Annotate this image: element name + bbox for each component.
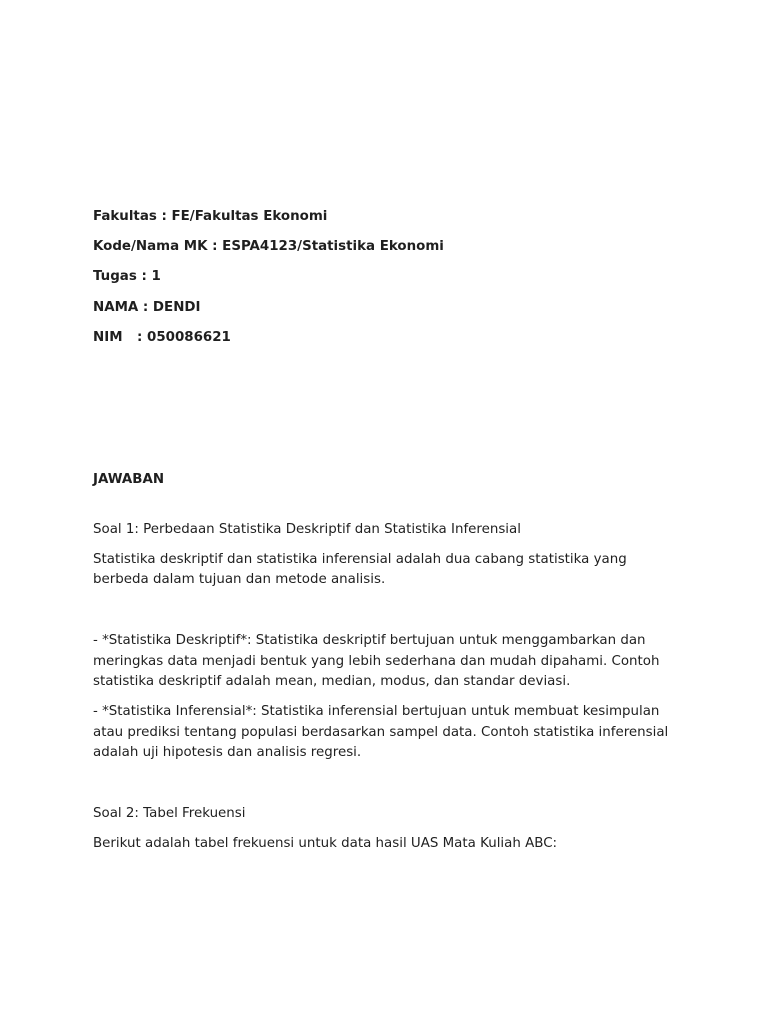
fakultas-line: Fakultas : FE/Fakultas Ekonomi (93, 209, 328, 224)
soal1-intro: Statistika deskriptif dan statistika inferensial adalah dua cabang statistika yang berbeda dalam tujuan dan metode analisis. (93, 551, 627, 588)
nama-line: NAMA : DENDI (93, 299, 201, 315)
tugas-line: Tugas : 1 (93, 269, 161, 285)
soal2-title: Soal 2: Tabel Frekuensi (93, 806, 246, 822)
spacer (93, 773, 683, 804)
document-content (93, 207, 683, 864)
soal1-bullet-deskriptif: - *Statistika Deskriptif*: Statistika deskriptif bertujuan untuk menggambarkan dan meringkas data menjadi bentuk yang lebih sederhana dan mudah dipahami. Contoh statistika deskriptif adalah mean, median, modus, dan standar deviasi. (93, 633, 660, 690)
soal1-title: Soal 1: Perbedaan Statistika Deskriptif dan Statistika Inferensial (93, 521, 521, 537)
spacer (93, 600, 683, 631)
nim-label: NIM (93, 329, 123, 345)
soal2-intro: Berikut adalah tabel frekuensi untuk data hasil UAS Mata Kuliah ABC: (93, 836, 558, 852)
jawaban-heading: JAWABAN (93, 472, 165, 488)
soal1-bullet-inferensial: - *Statistika Inferensial*: Statistika inferensial bertujuan untuk membuat kesimpulan atau prediksi tentang populasi berdasarkan sampel data. Contoh statistika inferensial adalah uji hipotesis dan analisis regresi. (93, 704, 669, 761)
spacer (93, 348, 683, 470)
spacer (93, 491, 683, 520)
kode-mk-line: Kode/Nama MK : ESPA4123/Statistika Ekonomi (93, 239, 444, 255)
nim-line (93, 328, 683, 349)
nim-value: : 050086621 (137, 329, 231, 345)
